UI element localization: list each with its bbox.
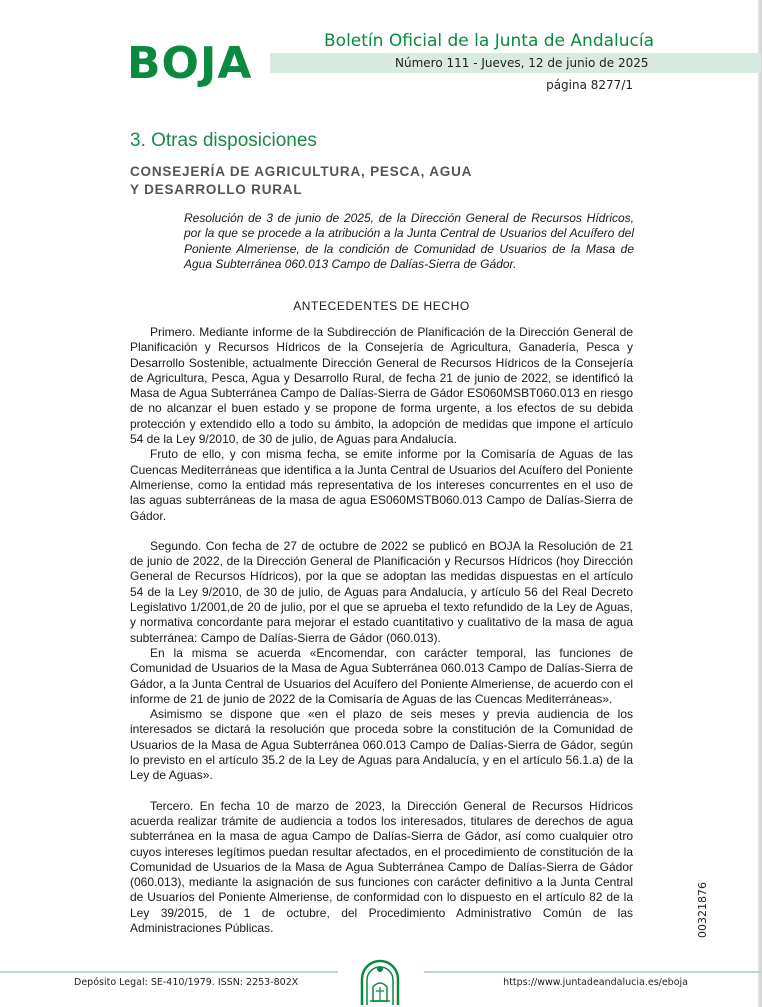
- boja-logo: BOJA: [127, 38, 253, 89]
- department-line-1: CONSEJERÍA DE AGRICULTURA, PESCA, AGUA: [130, 164, 473, 179]
- page-edge-shadow: [758, 0, 762, 1007]
- department-name: [130, 163, 550, 199]
- paragraph-en-la-misma: En la misma se acuerda «Encomendar, con carácter temporal, las funciones de Comunidad de Usuarios de la Masa de Agua Subterránea 060.013 Campo de Dalías-Sierra de Gádor, a la Junta Central de Usuarios del Acuífero del Poniente Almeriense, de acuerdo con el informe de 21 de junio de 2022 de la Comisaría de Aguas de las Cuencas Mediterráneas».: [130, 645, 633, 706]
- footer-divider-left: [0, 971, 338, 973]
- department-line-2: Y DESARROLLO RURAL: [130, 182, 303, 197]
- paragraph-segundo: Segundo. Con fecha de 27 de octubre de 2022 se publicó en BOJA la Resolución de 21 de junio de 2022, de la Dirección General de Planificación y Recursos Hídricos (hoy Dirección General de Recursos Hídricos), por la que se adoptan las medidas dispuestas en el artículo 54 de la Ley 9/2010, de 30 de julio, de Aguas para Andalucía, y artículo 56 del Real Decreto Legislativo 1/2001,de 20 de julio, por el que se aprueba el texto refundido de la Ley de Aguas, y normativa concordante para mejorar el estado cuantitativo y cualitativo de la masa de agua subterránea: Campo de Dalías-Sierra de Gádor (060.013).: [130, 538, 633, 645]
- bulletin-title: Boletín Oficial de la Junta de Andalucía: [324, 31, 655, 51]
- paragraph-primero: Primero. Mediante informe de la Subdirección de Planificación de la Dirección General de Planificación y Recursos Hídricos de la Consejería de Agricultura, Ganadería, Pesca y Desarrollo Sostenible, actualmente Dirección General de Recursos Hídricos de la Consejería de Agricultura, Pesca, Agua y Desarrollo Rural, de fecha 21 de junio de 2022, se identificó la Masa de Agua Subterránea Campo de Dalías-Sierra de Gádor ES060MSBT060.013 en riesgo de no alcanzar el buen estado y se propone de forma urgente, a los efectos de su debida protección y extendido ello a todo su ámbito, la adopción de medidas que impone el artículo 54 de la Ley 9/2010, de 30 de julio, de Aguas para Andalucía.: [130, 325, 633, 447]
- issue-line: Número 111 - Jueves, 12 de junio de 2025: [395, 56, 649, 70]
- antecedentes-heading: ANTECEDENTES DE HECHO: [293, 299, 470, 313]
- body-text: [130, 325, 633, 936]
- page-number: página 8277/1: [546, 78, 633, 92]
- paragraph-fruto: Fruto de ello, y con misma fecha, se emite informe por la Comisaría de Aguas de las Cuencas Mediterráneas que identifica a la Junta Central de Usuarios del Acuífero del Poniente Almeriense, como la entidad más representativa de los intereses concurrentes en el uso de las aguas subterráneas de la masa de agua ES060MSTB060.013 Campo de Dalías-Sierra de Gádor.: [130, 447, 633, 523]
- footer-divider-right: [424, 971, 762, 973]
- junta-andalucia-crest-icon: [357, 957, 403, 1007]
- paragraph-asimismo: Asimismo se dispone que «en el plazo de seis meses y previa audiencia de los interesados se dictará la resolución que proceda sobre la constitución de la Comunidad de Usuarios de la Masa de Agua Subterránea 060.013 Campo de Dalías-Sierra de Gádor, según lo previsto en el artículo 35.2 de la Ley de Aguas para Andalucía, y en el artículo 56.1.a) de la Ley de Aguas».: [130, 707, 633, 783]
- resolution-title: Resolución de 3 de junio de 2025, de la Dirección General de Recursos Hídricos, por la que se procede a la atribución a la Junta Central de Usuarios del Acuífero del Poniente Almeriense, de la condición de Comunidad de Usuarios de la Masa de Agua Subterránea 060.013 Campo de Dalías-Sierra de Gádor.: [184, 211, 634, 271]
- registry-code: 00321876: [696, 882, 709, 938]
- paragraph-tercero: Tercero. En fecha 10 de marzo de 2023, la Dirección General de Recursos Hídricos acuerda realizar trámite de audiencia a todos los interesados, titulares de derechos de agua subterránea en la masa de agua Campo de Dalías-Sierra de Gádor, así como cualquier otro cuyos intereses legítimos puedan resultar afectados, en el procedimiento de constitución de la Comunidad de Usuarios de la Masa de Agua Subterránea Campo de Dalías-Sierra de Gádor (060.013), mediante la asignación de sus funciones con carácter definitivo a la Junta Central de Usuarios del Poniente Almeriense, de conformidad con lo dispuesto en el artículo 82 de la Ley 39/2015, de 1 de octubre, del Procedimiento Administrativo Común de las Administraciones Públicas.: [130, 798, 633, 935]
- section-title: 3. Otras disposiciones: [130, 130, 317, 151]
- footer-url[interactable]: https://www.juntadeandalucia.es/eboja: [503, 977, 688, 988]
- legal-deposit: Depósito Legal: SE-410/1979. ISSN: 2253-802X: [74, 977, 299, 988]
